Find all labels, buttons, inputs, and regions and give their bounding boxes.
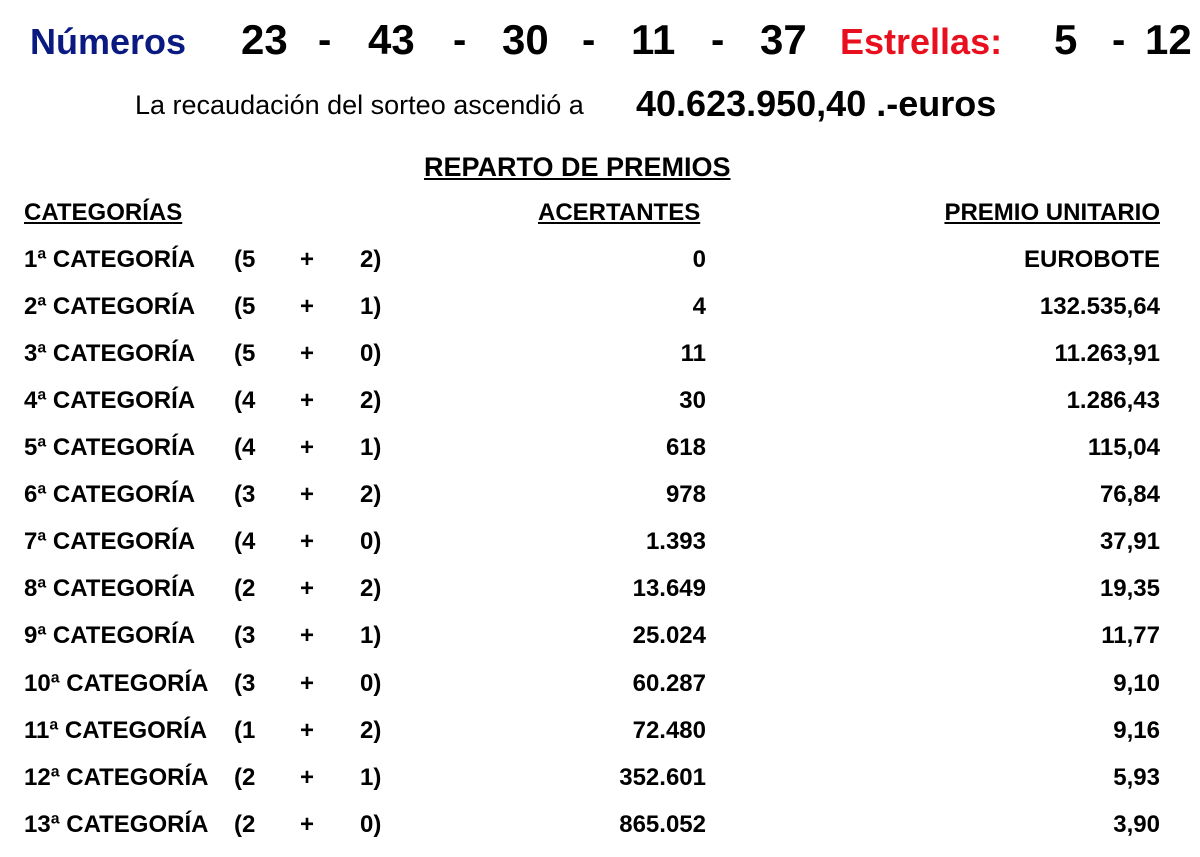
category-label: 2ª CATEGORÍA <box>24 293 196 320</box>
acertantes-value: 618 <box>665 434 706 461</box>
acertantes-value: 865.052 <box>619 811 706 838</box>
category-stars: 2) <box>360 717 382 744</box>
category-label: 4ª CATEGORÍA <box>24 387 196 414</box>
section-title: REPARTO DE PREMIOS <box>424 152 731 182</box>
acertantes-value: 30 <box>679 387 706 414</box>
acertantes-value: 978 <box>665 481 706 508</box>
category-label: 1ª CATEGORÍA <box>24 246 196 273</box>
plus-sign: + <box>300 764 315 791</box>
category-numbers: (3 <box>234 670 256 697</box>
category-numbers: (2 <box>234 575 256 602</box>
premio-value: 9,16 <box>1113 717 1160 744</box>
category-label: 11ª CATEGORÍA <box>24 717 208 744</box>
category-stars: 0) <box>360 528 382 555</box>
number-separator: - <box>711 18 725 62</box>
table-row <box>0 669 1200 716</box>
number-separator: - <box>453 18 467 62</box>
category-stars: 2) <box>360 481 382 508</box>
table-row <box>0 386 1200 433</box>
number-separator: - <box>582 18 596 62</box>
acertantes-value: 4 <box>692 293 706 320</box>
category-stars: 1) <box>360 764 382 791</box>
acertantes-value: 1.393 <box>645 528 706 555</box>
acertantes-value: 11 <box>680 340 706 367</box>
recaudacion-text: La recaudación del sorteo ascendió a <box>135 90 584 120</box>
recaudacion-amount: 40.623.950,40 .-euros <box>636 83 997 124</box>
table-row <box>0 245 1200 292</box>
category-numbers: (5 <box>234 293 256 320</box>
category-numbers: (3 <box>234 481 256 508</box>
acertantes-value: 0 <box>692 246 706 273</box>
winning-number-3: 30 <box>502 16 549 63</box>
star-number-1: 5 <box>1054 16 1078 63</box>
table-row <box>0 810 1200 857</box>
premio-value: 11.263,91 <box>1054 340 1160 367</box>
category-numbers: (4 <box>234 434 256 461</box>
table-row <box>0 292 1200 339</box>
column-header-categorias: CATEGORÍAS <box>24 199 183 226</box>
column-header-acertantes: ACERTANTES <box>538 199 701 226</box>
category-stars: 1) <box>360 434 382 461</box>
category-label: 9ª CATEGORÍA <box>24 622 196 649</box>
star-number-2: 12 <box>1145 16 1192 63</box>
premio-value: 9,10 <box>1113 670 1160 697</box>
premio-value: 132.535,64 <box>1039 293 1160 320</box>
plus-sign: + <box>300 387 315 414</box>
category-numbers: (4 <box>234 387 256 414</box>
winning-number-5: 37 <box>760 16 807 63</box>
winning-number-1: 23 <box>241 16 288 63</box>
category-stars: 2) <box>360 246 382 273</box>
plus-sign: + <box>300 293 315 320</box>
acertantes-value: 25.024 <box>632 622 706 649</box>
numeros-label: Números <box>30 21 187 62</box>
premio-value: 37,91 <box>1099 528 1160 555</box>
plus-sign: + <box>300 717 315 744</box>
category-label: 3ª CATEGORÍA <box>24 340 196 367</box>
plus-sign: + <box>300 481 315 508</box>
table-row <box>0 621 1200 668</box>
acertantes-value: 352.601 <box>619 764 706 791</box>
plus-sign: + <box>300 811 315 838</box>
category-label: 6ª CATEGORÍA <box>24 481 196 508</box>
table-row <box>0 574 1200 621</box>
category-label: 13ª CATEGORÍA <box>24 811 209 838</box>
table-row <box>0 480 1200 527</box>
premio-value: 1.286,43 <box>1066 387 1160 414</box>
category-stars: 1) <box>360 622 382 649</box>
star-separator: - <box>1112 18 1126 62</box>
premio-value: 115,04 <box>1087 434 1160 461</box>
premio-value: 3,90 <box>1113 811 1160 838</box>
category-label: 7ª CATEGORÍA <box>24 528 196 555</box>
category-label: 8ª CATEGORÍA <box>24 575 196 602</box>
category-label: 10ª CATEGORÍA <box>24 670 209 697</box>
table-row <box>0 716 1200 763</box>
category-numbers: (3 <box>234 622 256 649</box>
plus-sign: + <box>300 575 315 602</box>
category-numbers: (1 <box>234 717 256 744</box>
plus-sign: + <box>300 670 315 697</box>
category-numbers: (2 <box>234 764 256 791</box>
premio-value: 19,35 <box>1099 575 1160 602</box>
acertantes-value: 72.480 <box>632 717 706 744</box>
table-row <box>0 527 1200 574</box>
category-stars: 1) <box>360 293 382 320</box>
category-numbers: (4 <box>234 528 256 555</box>
category-stars: 0) <box>360 811 382 838</box>
category-label: 12ª CATEGORÍA <box>24 764 209 791</box>
plus-sign: + <box>300 622 315 649</box>
category-stars: 2) <box>360 575 382 602</box>
winning-number-2: 43 <box>368 16 415 63</box>
category-numbers: (5 <box>234 246 256 273</box>
table-row <box>0 339 1200 386</box>
category-label: 5ª CATEGORÍA <box>24 434 196 461</box>
category-stars: 0) <box>360 340 382 367</box>
acertantes-value: 13.649 <box>632 575 706 602</box>
acertantes-value: 60.287 <box>632 670 706 697</box>
plus-sign: + <box>300 528 315 555</box>
premio-value: 5,93 <box>1113 764 1160 791</box>
table-row <box>0 763 1200 810</box>
plus-sign: + <box>300 246 315 273</box>
plus-sign: + <box>300 340 315 367</box>
category-numbers: (5 <box>234 340 256 367</box>
category-numbers: (2 <box>234 811 256 838</box>
number-separator: - <box>318 18 332 62</box>
premio-value: 76,84 <box>1099 481 1160 508</box>
category-stars: 0) <box>360 670 382 697</box>
category-stars: 2) <box>360 387 382 414</box>
estrellas-label: Estrellas: <box>840 21 1003 62</box>
plus-sign: + <box>300 434 315 461</box>
table-row <box>0 433 1200 480</box>
column-header-premio: PREMIO UNITARIO <box>944 199 1160 226</box>
premio-value: 11,77 <box>1101 622 1160 649</box>
winning-number-4: 11 <box>631 16 676 63</box>
premio-value: EUROBOTE <box>1023 246 1160 273</box>
